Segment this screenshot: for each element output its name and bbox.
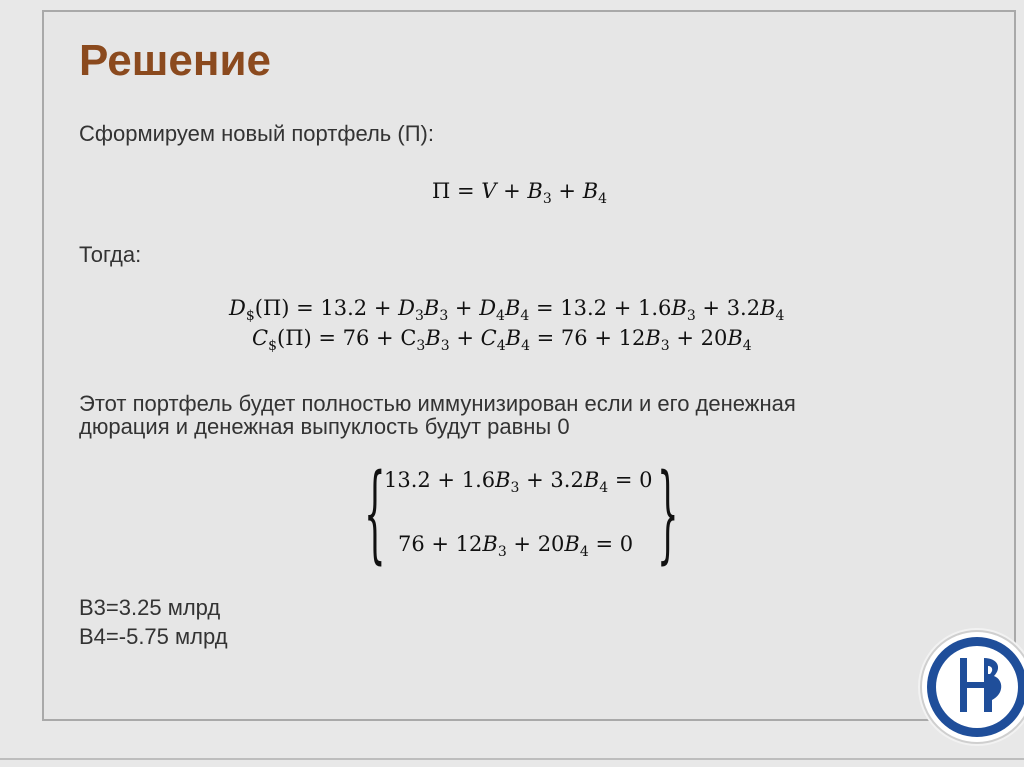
system-equation-2: $76 + 12B_3 + 20B_4 = 0$ bbox=[398, 532, 634, 560]
result-b3: B3=3.25 млрд bbox=[79, 595, 221, 620]
duration-formula: $D_{\$}(П) = 13.2 + D_3B_3 + D_4B_4 = 13.2 + 1.6B_3 + 3.2B_4$ bbox=[229, 296, 785, 324]
page-title: Решение bbox=[79, 36, 271, 85]
result-b4: B4=-5.75 млрд bbox=[79, 624, 228, 649]
portfolio-formula: $П = V + B_3 + B_4$ bbox=[432, 179, 608, 207]
convexity-formula: $C_{\$}(П) = 76 + C_3B_3 + C_4B_4 = 76 + 12B_3 + 20B_4$ bbox=[252, 326, 752, 354]
divider bbox=[0, 758, 1024, 760]
condition-line-2: дюрация и денежная выпуклость будут равны 0 bbox=[79, 414, 570, 439]
then-label: Тогда: bbox=[79, 242, 142, 267]
hse-logo-icon bbox=[918, 628, 1024, 746]
right-brace-icon: } bbox=[657, 452, 679, 577]
intro-text: Сформируем новый портфель (П): bbox=[79, 121, 434, 146]
left-brace-icon: { bbox=[364, 452, 386, 577]
condition-line-1: Этот портфель будет полностью иммунизирован если и его денежная bbox=[79, 391, 796, 416]
system-equation-1: $13.2 + 1.6B_3 + 3.2B_4 = 0$ bbox=[384, 468, 653, 496]
